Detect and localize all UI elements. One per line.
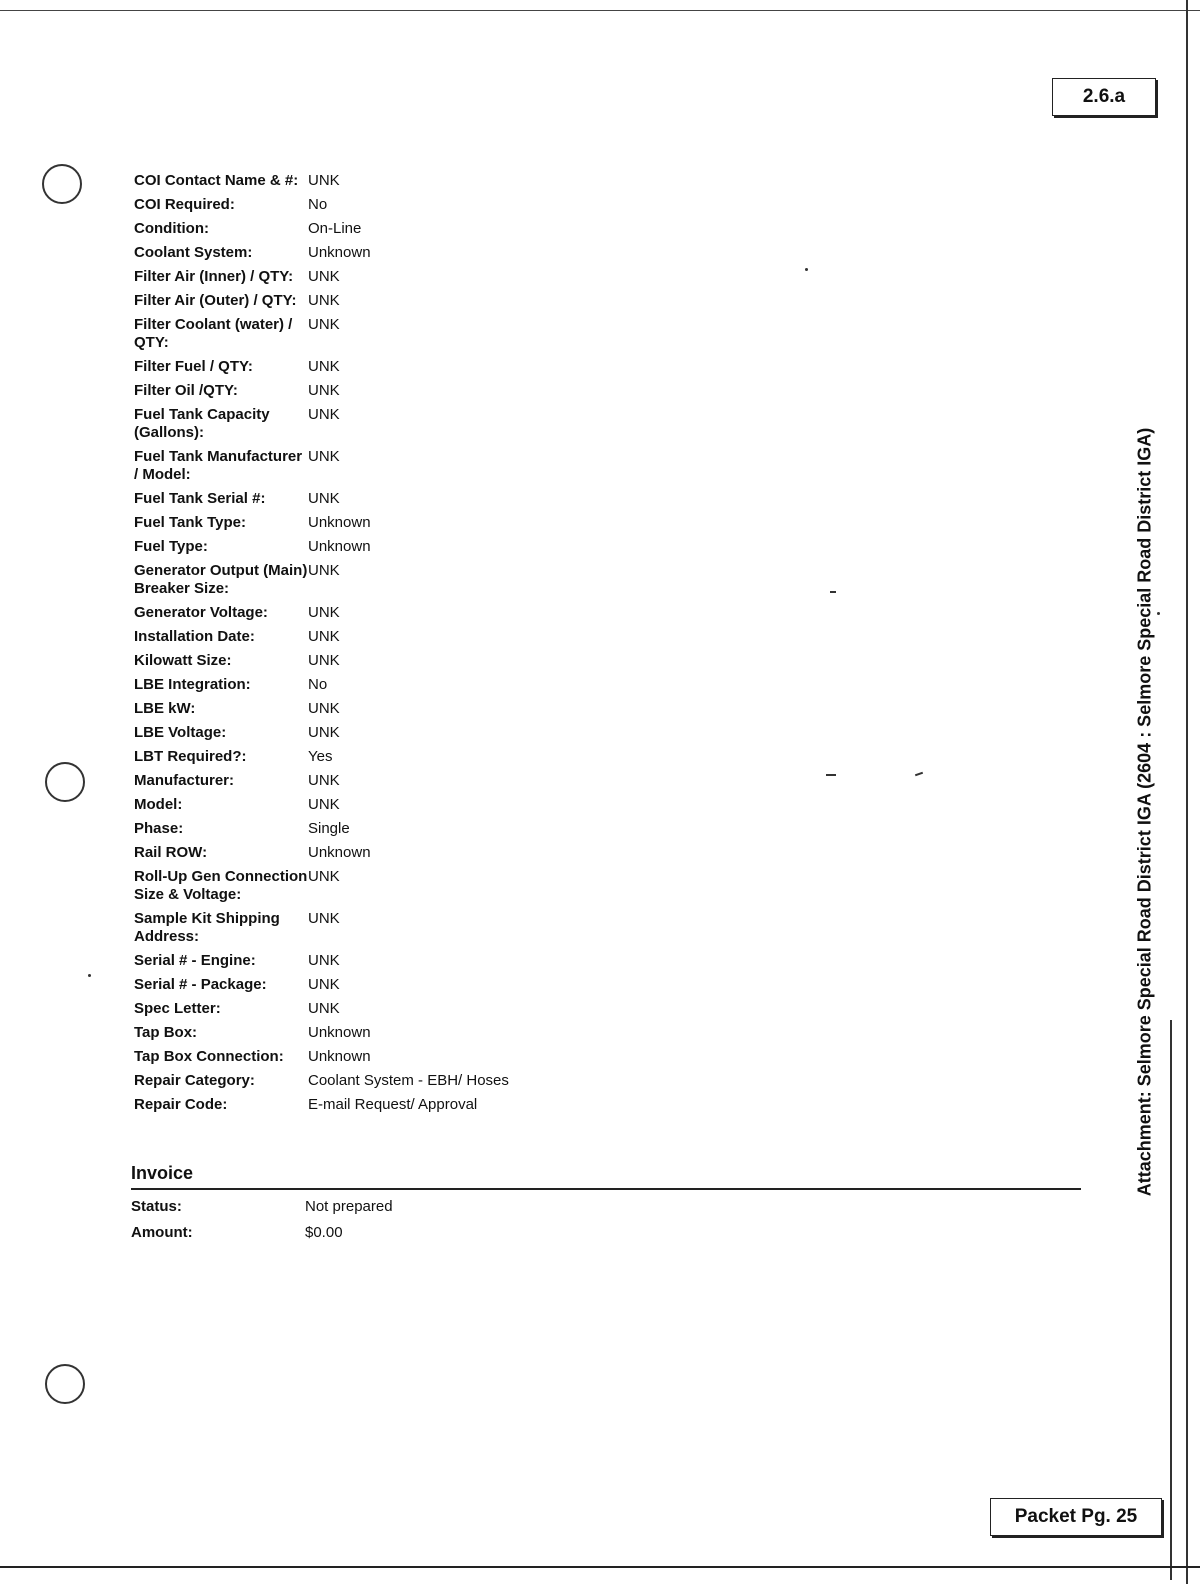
scan-mark	[830, 591, 836, 593]
field-label: Roll-Up Gen Connection Size & Voltage:	[134, 868, 308, 903]
field-label: Filter Fuel / QTY:	[134, 358, 253, 375]
field-value: No	[308, 676, 328, 693]
field-label: LBE Voltage:	[134, 724, 227, 741]
field-row	[134, 196, 594, 214]
invoice-heading: Invoice	[131, 1162, 1081, 1190]
field-value: UNK	[308, 628, 340, 645]
scan-edge-bottom	[0, 1566, 1200, 1568]
field-value: Unknown	[308, 844, 371, 861]
field-label: Tap Box:	[134, 1024, 198, 1041]
field-value: UNK	[308, 406, 340, 423]
field-label: Filter Air (Inner) / QTY:	[134, 268, 294, 285]
field-row	[134, 1096, 594, 1114]
punch-hole-icon	[42, 164, 82, 204]
field-row	[134, 844, 594, 862]
field-label: Model:	[134, 796, 183, 813]
field-label: Spec Letter:	[134, 1000, 221, 1017]
field-row	[134, 538, 594, 556]
field-row	[134, 820, 594, 838]
scan-speck	[88, 974, 91, 977]
field-row	[134, 268, 594, 286]
attachment-label: Attachment: Selmore Special Road District IGA (2604 : Selmore Special Road District IGA)	[1134, 427, 1155, 1197]
field-label: Tap Box Connection:	[134, 1048, 284, 1065]
field-label: COI Required:	[134, 196, 235, 213]
field-value: Single	[308, 820, 350, 837]
scan-mark	[826, 774, 836, 776]
field-row	[134, 1024, 594, 1042]
field-row	[134, 748, 594, 766]
field-row	[134, 676, 594, 694]
field-row	[134, 868, 594, 904]
field-value: UNK	[308, 976, 340, 993]
field-label: Condition:	[134, 220, 209, 237]
scan-edge-right-inner	[1170, 1020, 1172, 1580]
field-row	[134, 358, 594, 376]
field-value: UNK	[308, 316, 340, 333]
equipment-details	[134, 172, 594, 1120]
field-value: No	[308, 196, 328, 213]
field-value: UNK	[308, 724, 340, 741]
field-label: Installation Date:	[134, 628, 255, 645]
field-label: Repair Code:	[134, 1096, 228, 1113]
field-row	[134, 604, 594, 622]
field-value: UNK	[308, 796, 340, 813]
punch-hole-icon	[45, 1364, 85, 1404]
field-value: UNK	[308, 1000, 340, 1017]
scan-speck	[1157, 612, 1160, 615]
field-row	[134, 1048, 594, 1066]
field-value: Unknown	[308, 244, 371, 261]
field-row	[134, 448, 594, 484]
field-value: Yes	[308, 748, 333, 765]
field-label: Manufacturer:	[134, 772, 235, 789]
field-value: UNK	[308, 652, 340, 669]
field-label: Fuel Tank Capacity (Gallons):	[134, 406, 270, 441]
field-value: $0.00	[305, 1224, 343, 1241]
field-row	[134, 562, 594, 598]
field-row	[134, 652, 594, 670]
field-label: LBE Integration:	[134, 676, 251, 693]
field-row	[134, 772, 594, 790]
document-id-box: 2.6.a	[1052, 78, 1156, 116]
field-label: Repair Category:	[134, 1072, 255, 1089]
scan-edge-top	[0, 10, 1200, 11]
field-value: UNK	[308, 358, 340, 375]
field-label: Phase:	[134, 820, 184, 837]
field-value: UNK	[308, 772, 340, 789]
field-label: Status:	[131, 1198, 182, 1215]
field-label: LBE kW:	[134, 700, 196, 717]
field-value: UNK	[308, 700, 340, 717]
field-row	[134, 1072, 594, 1090]
field-value: UNK	[308, 910, 340, 927]
field-value: UNK	[308, 382, 340, 399]
field-value: UNK	[308, 952, 340, 969]
field-value: UNK	[308, 268, 340, 285]
field-value: UNK	[308, 448, 340, 465]
field-value: E-mail Request/ Approval	[308, 1096, 478, 1113]
field-row	[134, 292, 594, 310]
scan-edge-right	[1186, 0, 1188, 1584]
field-row	[134, 952, 594, 970]
field-value: Coolant System - EBH/ Hoses	[308, 1072, 509, 1089]
field-label: Generator Voltage:	[134, 604, 268, 621]
field-row	[134, 796, 594, 814]
field-label: Fuel Tank Manufacturer / Model:	[134, 448, 303, 483]
field-row	[134, 514, 594, 532]
field-label: Filter Coolant (water) / QTY:	[134, 316, 293, 351]
field-label: Kilowatt Size:	[134, 652, 232, 669]
field-row	[134, 490, 594, 508]
field-label: COI Contact Name & #:	[134, 172, 299, 189]
field-value: Unknown	[308, 1048, 371, 1065]
field-label: Serial # - Engine:	[134, 952, 256, 969]
field-row	[134, 406, 594, 442]
field-row	[134, 628, 594, 646]
field-row	[134, 220, 594, 238]
field-value: UNK	[308, 172, 340, 189]
field-label: Fuel Tank Serial #:	[134, 490, 266, 507]
field-label: Amount:	[131, 1224, 193, 1241]
field-row	[134, 316, 594, 352]
field-row	[134, 172, 594, 190]
field-row	[134, 1000, 594, 1018]
field-row	[134, 700, 594, 718]
field-value: UNK	[308, 604, 340, 621]
field-label: Fuel Tank Type:	[134, 514, 246, 531]
field-value: UNK	[308, 292, 340, 309]
field-value: UNK	[308, 868, 340, 885]
field-value: Not prepared	[305, 1198, 393, 1215]
punch-hole-icon	[45, 762, 85, 802]
field-label: Fuel Type:	[134, 538, 208, 555]
field-value: Unknown	[308, 514, 371, 531]
field-label: Rail ROW:	[134, 844, 208, 861]
field-row	[134, 244, 594, 262]
field-label: Coolant System:	[134, 244, 253, 261]
field-row	[134, 910, 594, 946]
field-label: LBT Required?:	[134, 748, 247, 765]
invoice-amount-row	[131, 1224, 1081, 1242]
field-label: Serial # - Package:	[134, 976, 267, 993]
scan-mark	[915, 772, 923, 777]
field-label: Filter Oil /QTY:	[134, 382, 238, 399]
packet-page-box: Packet Pg. 25	[990, 1498, 1162, 1536]
field-value: Unknown	[308, 1024, 371, 1041]
invoice-status-row	[131, 1198, 1081, 1216]
field-label: Generator Output (Main) Breaker Size:	[134, 562, 308, 597]
field-row	[134, 382, 594, 400]
field-value: UNK	[308, 562, 340, 579]
field-label: Sample Kit Shipping Address:	[134, 910, 280, 945]
field-label: Filter Air (Outer) / QTY:	[134, 292, 297, 309]
field-row	[134, 976, 594, 994]
invoice-section	[131, 1162, 1081, 1242]
field-row	[134, 724, 594, 742]
scan-speck	[805, 268, 808, 271]
field-value: On-Line	[308, 220, 362, 237]
field-value: UNK	[308, 490, 340, 507]
field-value: Unknown	[308, 538, 371, 555]
